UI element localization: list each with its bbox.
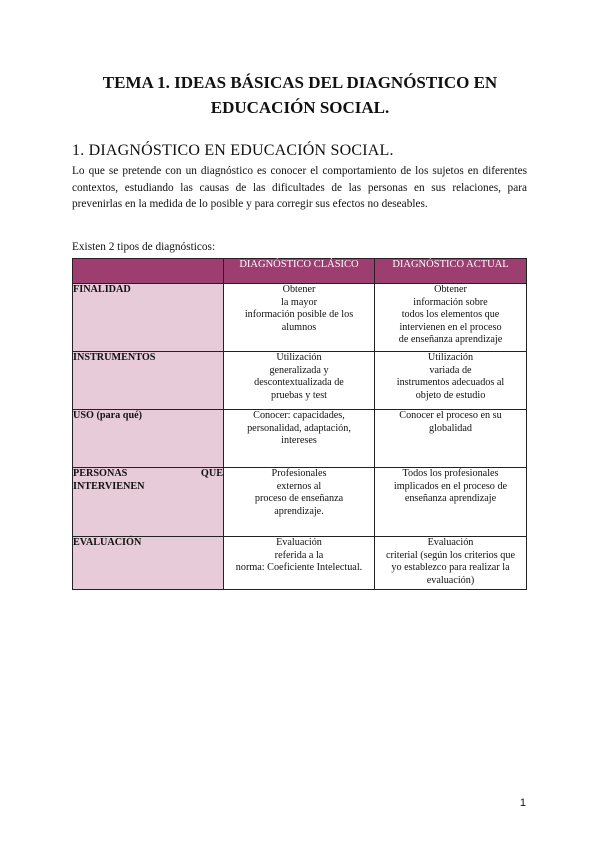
cell-line: instrumentos adecuados al: [396, 377, 505, 389]
cell-line: proceso de enseñanza: [254, 493, 344, 505]
table-row: [73, 468, 527, 537]
cell-line: norma: Coeficiente Intelectual.: [235, 562, 363, 574]
row-label-line: INSTRUMENTOS: [73, 352, 156, 363]
row-label-line: PERSONAS QUE: [73, 468, 223, 479]
cell-line: Evaluación: [427, 537, 474, 548]
cell-line: enseñanza aprendizaje: [404, 493, 497, 505]
document-title: [70, 70, 530, 120]
cell-actual: [375, 410, 527, 468]
header-diagnostico-actual: DIAGNÓSTICO ACTUAL: [375, 259, 527, 284]
cell-line: intereses: [281, 435, 317, 447]
row-label: [73, 284, 224, 352]
cell-line: la mayor: [281, 296, 317, 308]
cell-line: evaluación): [426, 574, 475, 586]
cell-line: personalidad, adaptación,: [247, 422, 351, 434]
cell-actual: [375, 352, 527, 410]
cell-line: información posible de los: [244, 309, 354, 321]
cell-actual: [375, 468, 527, 537]
row-label-line: INTERVIENEN: [73, 480, 145, 492]
table-body: [73, 284, 527, 590]
row-label: [73, 410, 224, 468]
cell-line: Obtener: [282, 284, 316, 295]
cell-line: Conocer el proceso en su: [399, 410, 502, 421]
cell-line: información sobre: [413, 296, 488, 308]
cell-line: todos los elementos que: [401, 309, 500, 321]
cell-line: intervienen en el proceso: [399, 321, 502, 333]
cell-line: Utilización: [276, 352, 322, 363]
title-line-2: EDUCACIÓN SOCIAL.: [210, 98, 390, 117]
row-label-line: EVALUACIÓN: [73, 537, 142, 548]
cell-clasico: [224, 468, 375, 537]
cell-clasico: [224, 352, 375, 410]
cell-line: de enseñanza aprendizaje: [398, 334, 503, 346]
cell-line: implicados en el proceso de: [393, 480, 508, 492]
cell-actual: [375, 537, 527, 590]
cell-line: Conocer: capacidades,: [253, 410, 345, 421]
cell-line: aprendizaje.: [274, 505, 324, 517]
cell-actual: [375, 284, 527, 352]
table-intro: Existen 2 tipos de diagnósticos:: [72, 241, 216, 253]
cell-line: objeto de estudio: [415, 389, 486, 401]
cell-line: globalidad: [428, 422, 472, 434]
diagnostic-comparison-table: [72, 258, 527, 590]
table-row: [73, 284, 527, 352]
table-row: [73, 352, 527, 410]
cell-line: Todos los profesionales: [402, 468, 499, 479]
row-label: [73, 537, 224, 590]
cell-clasico: [224, 284, 375, 352]
section-heading: 1. DIAGNÓSTICO EN EDUCACIÓN SOCIAL.: [72, 142, 394, 159]
row-label: [73, 468, 224, 537]
header-empty: [73, 259, 224, 284]
title-line-1: TEMA 1. IDEAS BÁSICAS DEL DIAGNÓSTICO EN: [102, 73, 498, 92]
cell-line: generalizada y: [269, 364, 329, 376]
cell-line: descontextualizada de: [254, 377, 344, 389]
cell-line: externos al: [276, 480, 322, 492]
cell-line: Evaluación: [276, 537, 322, 548]
cell-clasico: [224, 537, 375, 590]
cell-line: pruebas y test: [270, 389, 328, 401]
cell-line: Utilización: [427, 352, 474, 363]
cell-line: alumnos: [281, 321, 317, 333]
cell-line: Obtener: [434, 284, 467, 295]
header-diagnostico-clasico: DIAGNÓSTICO CLÁSICO: [224, 259, 375, 284]
cell-line: yo establezco para realizar la: [391, 562, 510, 574]
cell-clasico: [224, 410, 375, 468]
table-row: [73, 410, 527, 468]
row-label-line: USO (para qué): [73, 410, 143, 421]
cell-line: referida a la: [274, 549, 324, 561]
section-paragraph: Lo que se pretende con un diagnóstico es conocer el comportamiento de los sujetos en diferentes contextos, estudiando las causas de las dificultades de las personas en sus relaciones, para prevenirlas en la medida de lo posible y para corregir sus efectos no deseables.: [72, 165, 527, 210]
page-number: 1: [519, 797, 526, 809]
row-label-line: FINALIDAD: [73, 284, 131, 295]
cell-line: criterial (según los criterios que: [386, 549, 515, 561]
table-header-row: [73, 259, 527, 284]
cell-line: variada de: [429, 364, 472, 376]
cell-line: Profesionales: [271, 468, 327, 479]
table-row: [73, 537, 527, 590]
row-label: [73, 352, 224, 410]
